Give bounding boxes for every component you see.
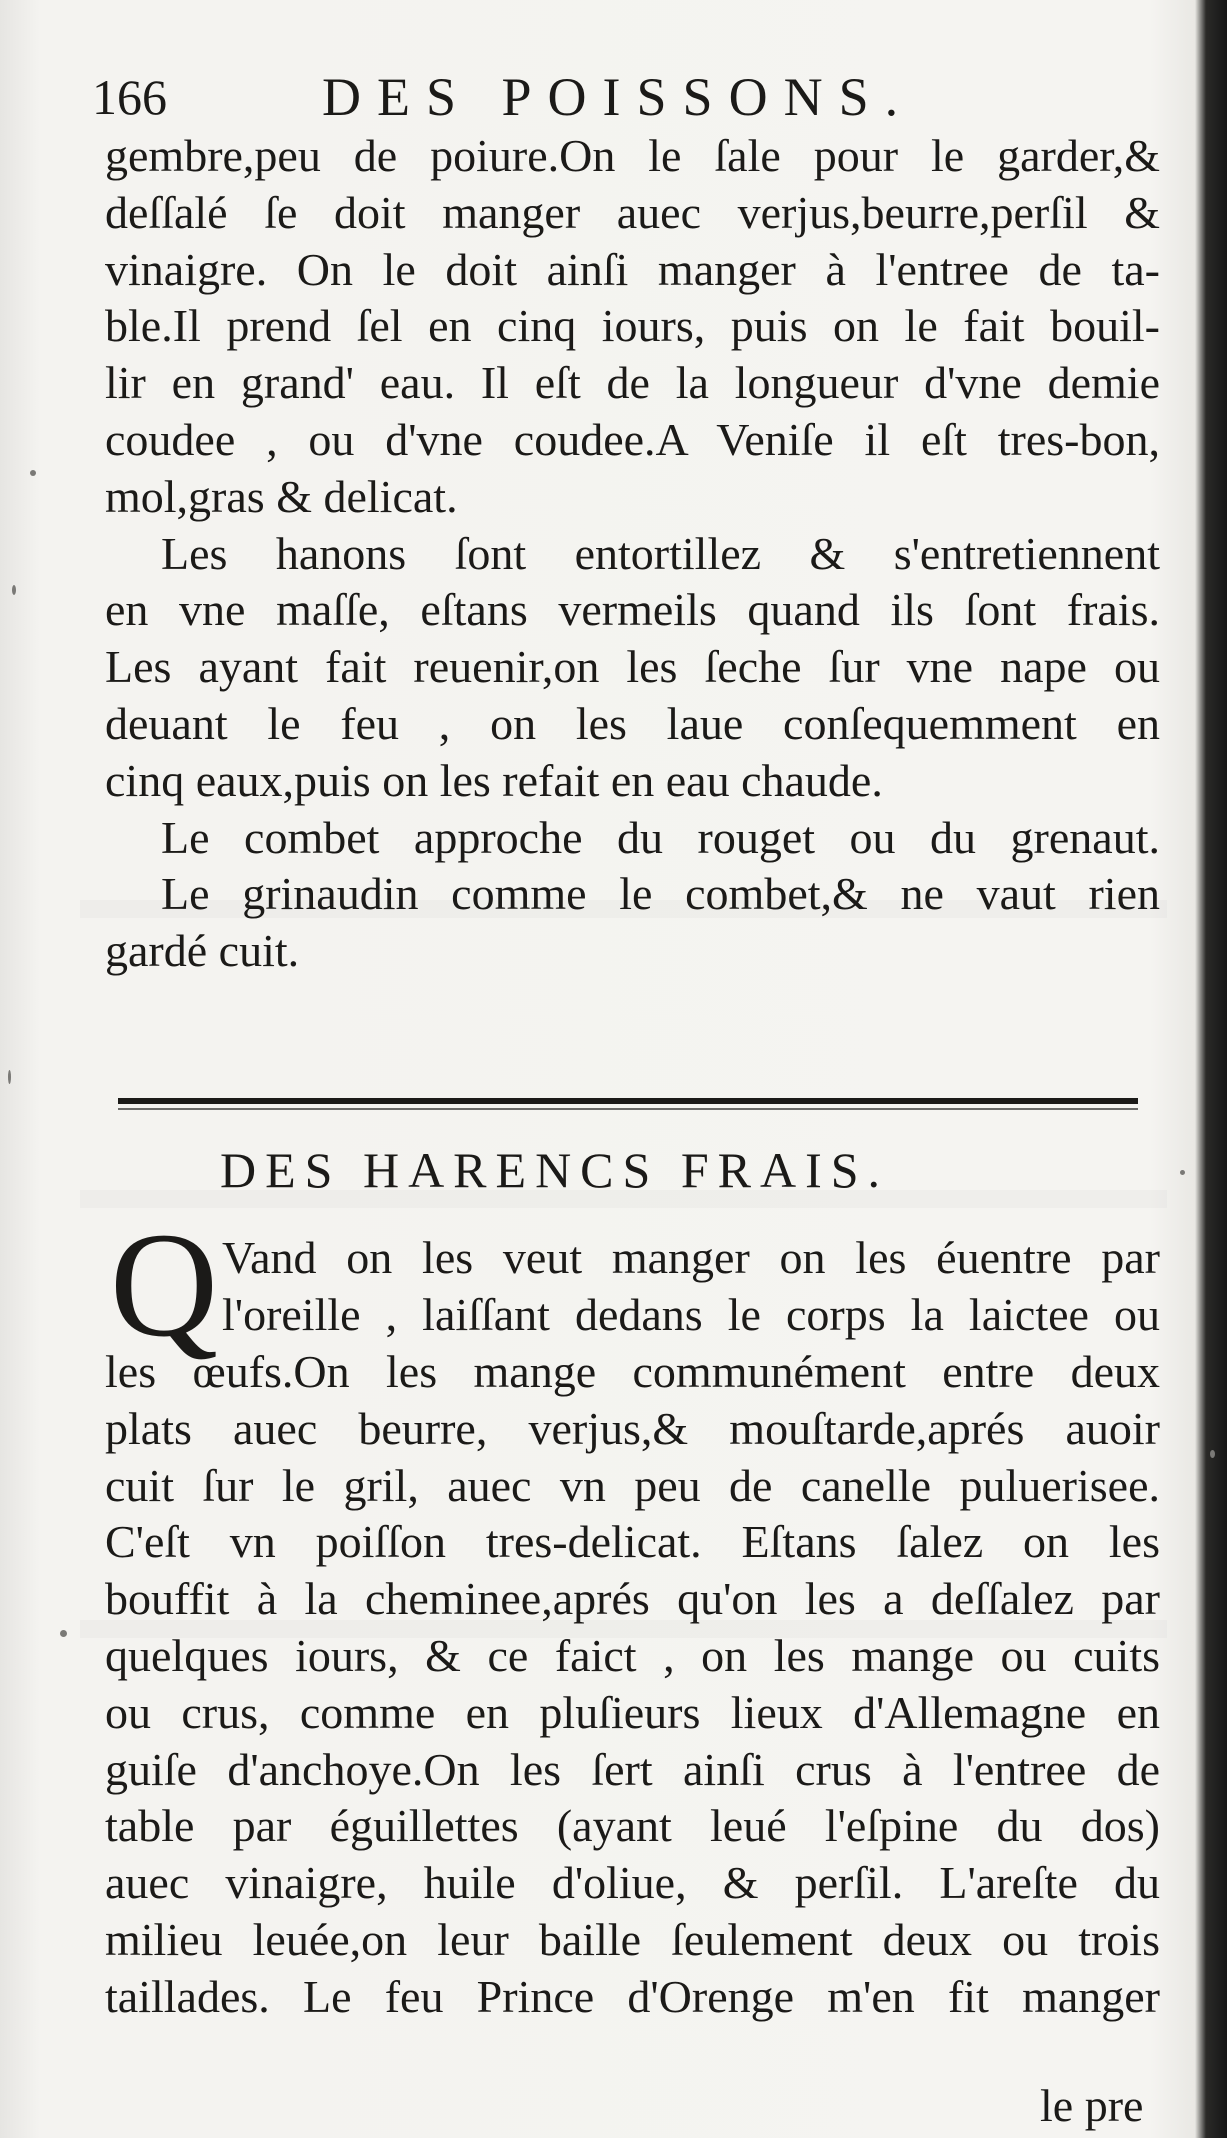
ink-speck [1210,1450,1215,1458]
ink-speck [12,585,16,595]
text-line: ou crus, comme en pluſieurs lieux d'Allemagne en [105,1686,1160,1738]
drop-cap: Q [109,1202,219,1368]
text-line: taillades. Le feu Prince d'Orenge m'en fit manger [105,1970,1160,2022]
text-line: mol,gras & delicat. [105,470,458,522]
text-line: cuit ſur le gril, auec vn peu de canelle puluerisee. [105,1459,1160,1511]
text-line: vinaigre. On le doit ainſi manger à l'entree de ta- [105,243,1160,295]
text-line: deſſalé ſe doit manger auec verjus,beurre,perſil & [105,186,1160,238]
text-line: gembre,peu de poiure.On le ſale pour le garder,& [105,130,1160,181]
text-line: en vne maſſe, eſtans vermeils quand ils ſont frais. [105,584,1160,636]
ink-speck [1180,1170,1185,1175]
ink-speck [8,1070,11,1084]
text-line: C'eſt vn poiſſon tres-delicat. Eſtans ſalez on les [105,1516,1160,1568]
text-line: Le grinaudin comme le combet,& ne vaut rien [161,868,1160,920]
page-header [92,62,1152,132]
text-line: lir en grand' eau. Il eſt de la longueur d'vne demie [105,357,1160,409]
text-line: auec vinaigre, huile d'oliue, & perſil. L'areſte du [105,1857,1160,1909]
section-title: DES HARENCS FRAIS. [220,1142,890,1198]
catchword: le pre [1040,2080,1144,2131]
text-line: milieu leuée,on leur baille ſeulement deux ou trois [105,1913,1160,1965]
page-number: 166 [92,69,167,125]
text-line: Les ayant fait reuenir,on les ſeche ſur vne nape ou [105,641,1160,693]
ink-speck [60,1630,67,1637]
section-divider-thin [118,1108,1138,1110]
text-line: quelques iours, & ce faict , on les mange ou cuits [105,1629,1160,1681]
text-line: guiſe d'anchoye.On les ſert ainſi crus à l'entree de [105,1743,1160,1795]
text-line: coudee , ou d'vne coudee.A Veniſe il eſt tres-bon, [105,413,1160,465]
text-line: table par éguillettes (ayant leué l'eſpine du dos) [105,1800,1160,1852]
text-line: deuant le feu , on les laue conſequemment en [105,697,1160,749]
text-line: Le combet approche du rouget ou du grenaut. [161,811,1160,863]
text-line: Vand on les veut manger on les éuentre par [222,1232,1160,1283]
text-line: les œufs.On les mange communément entre deux [105,1346,1160,1397]
text-line: cinq eaux,puis on les refait en eau chaude. [105,754,883,806]
text-line: ble.Il prend ſel en cinq iours, puis on le fait bouil- [105,300,1160,352]
text-line: plats auec beurre, verjus,& mouſtarde,aprés auoir [105,1402,1160,1454]
section-divider [118,1098,1138,1104]
body-section [105,1344,1160,2026]
drop-cap-lines [222,1230,1160,1344]
body-top [105,128,1160,980]
text-line: l'oreille , laiſſant dedans le corps la laictee ou [222,1288,1160,1340]
text-line: gardé cuit. [105,925,300,977]
ink-speck [30,470,36,476]
text-line: Les hanons ſont entortillez & s'entretiennent [161,527,1160,579]
text-line: bouffit à la cheminee,aprés qu'on les a deſſalez par [105,1573,1160,1625]
running-title: DES POISSONS. [322,67,915,127]
